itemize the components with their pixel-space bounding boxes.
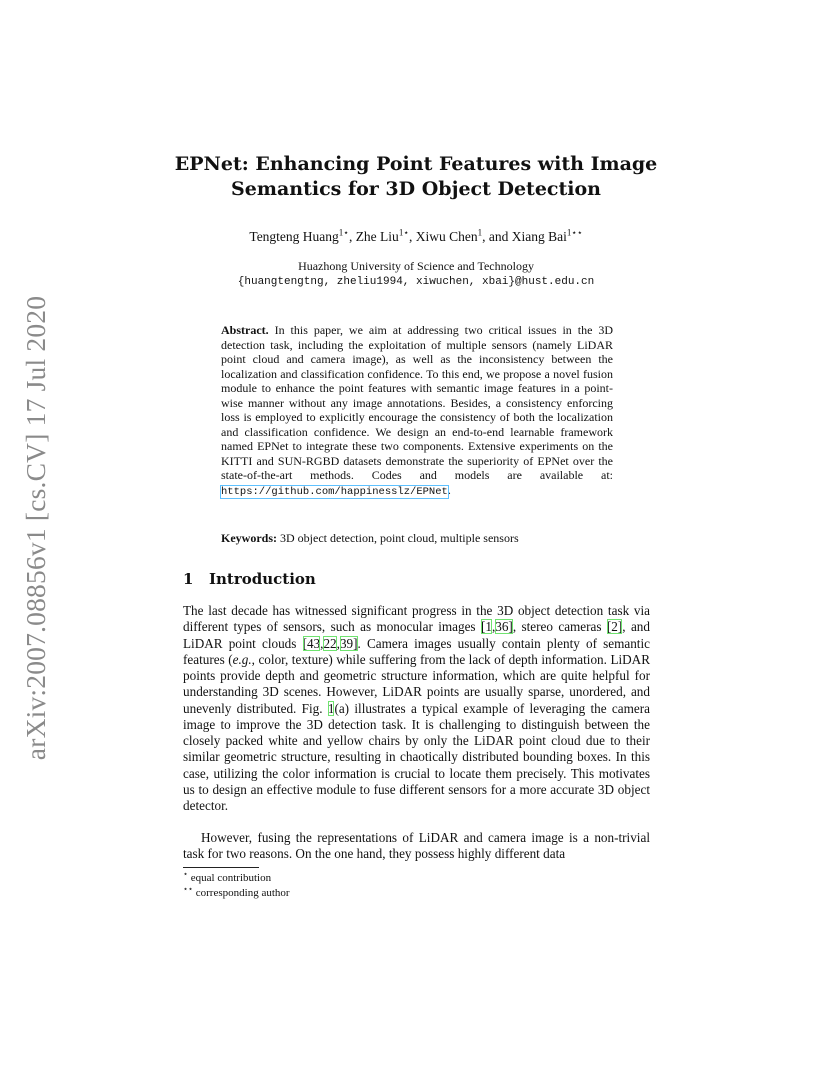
citation-link[interactable]: [43 bbox=[302, 635, 321, 651]
author-name: Xiwu Chen bbox=[415, 229, 478, 244]
footnote bbox=[183, 886, 290, 901]
author-mark: 1 bbox=[477, 227, 483, 238]
author-name: Zhe Liu bbox=[355, 229, 399, 244]
author-list bbox=[150, 229, 682, 245]
abstract-label: Abstract. bbox=[221, 323, 269, 337]
code-repository-link[interactable]: https://github.com/happinesslz/EPNet bbox=[221, 486, 448, 499]
arxiv-identifier-stamp bbox=[12, 295, 60, 760]
title-line-1: EPNet: Enhancing Point Features with Image bbox=[174, 153, 658, 175]
arxiv-identifier-text: arXiv:2007.08856v1 [cs.CV] 17 Jul 2020 bbox=[20, 295, 51, 760]
footnote-divider bbox=[183, 867, 259, 868]
abstract-text: In this paper, we aim at addressing two critical issues in the 3D detection task, including the exploitation of multiple sensors (namely LiDAR point cloud and camera image), as well as the inconsistency between the localization and classification confidence. To this end, we propose a novel fusion module to enhance the point features with semantic image features in a point-wise manner without any image annotations. Besides, a consistency enforcing loss is employed to explicitly encourage the consistency of both the localization and classification confidence. We design an end-to-end learnable framework named EPNet to integrate these two components. Extensive experiments on the KITTI and SUN-RGBD datasets demonstrate the superiority of EPNet over the state-of-the-art methods. Codes and models are available at: bbox=[221, 323, 613, 483]
section-heading bbox=[183, 570, 316, 588]
keywords bbox=[221, 531, 613, 546]
paragraph-text: , color, texture) while suffering from the lack of depth information. LiDAR points provide depth and geometric structure information, which are quite helpful for understanding 3D scenes. However, LiDAR points are usually sparse, unordered, and unevenly distributed. Fig. bbox=[183, 651, 651, 716]
author-mark: 1⋆ bbox=[398, 227, 409, 238]
citation-separator: , bbox=[491, 619, 496, 635]
author-name: Xiang Bai bbox=[511, 229, 567, 244]
affiliation: Huazhong University of Science and Technology bbox=[298, 259, 534, 273]
footnote bbox=[183, 871, 290, 886]
section-number: 1 bbox=[183, 570, 194, 588]
citation-link[interactable]: 39] bbox=[339, 635, 358, 651]
citation-link[interactable]: 22 bbox=[323, 635, 337, 651]
footnote-mark: ⋆⋆ bbox=[183, 884, 194, 894]
author-mark: 1⋆ bbox=[338, 227, 349, 238]
citation-link[interactable]: [2] bbox=[606, 619, 623, 635]
paragraph-text: (a) illustrates a typical example of leveraging the camera image to improve the 3D detection task. It is challenging to distinguish between the closely packed white and yellow chairs by only the LiDAR point cloud due to their similar geometric structure, resulting in chaotically distributed bounding boxes. In this case, utilizing the color information is crucial to locate them precisely. This motivates us to design an effective module to fuse different sensors for a more accurate 3D object detector. bbox=[183, 700, 650, 813]
paragraph-text: . Camera images usually contain plenty of semantic features ( bbox=[183, 635, 650, 667]
section-title: Introduction bbox=[209, 570, 316, 588]
author-mark: 1⋆⋆ bbox=[566, 227, 583, 238]
citation-separator: , bbox=[336, 635, 340, 651]
footnote-mark: ⋆ bbox=[183, 869, 189, 879]
paragraph-text: , stereo cameras bbox=[512, 619, 607, 635]
keywords-text: 3D object detection, point cloud, multiple sensors bbox=[280, 531, 519, 545]
footnotes bbox=[183, 871, 290, 901]
author-separator: , bbox=[348, 229, 356, 244]
author-name: Tengteng Huang bbox=[249, 229, 339, 244]
keywords-label: Keywords: bbox=[221, 531, 277, 545]
citation-separator: , bbox=[320, 635, 324, 651]
author-emails: {huangtengtng, zheliu1994, xiwuchen, xbai}@hust.edu.cn bbox=[237, 276, 595, 288]
figure-reference-link[interactable]: 1 bbox=[327, 700, 335, 716]
author-separator: , and bbox=[482, 229, 512, 244]
paragraph-text: The last decade has witnessed significant progress in the 3D object detection task via different types of sensors, such as monocular images bbox=[183, 603, 650, 635]
abstract bbox=[221, 323, 613, 500]
introduction-paragraph-2: However, fusing the representations of LiDAR and camera image is a non-trivial task for two reasons. On the one hand, they possess highly different data bbox=[183, 830, 650, 862]
author-separator: , bbox=[408, 229, 416, 244]
citation-link[interactable]: 36] bbox=[495, 619, 513, 635]
italic-abbreviation: e.g. bbox=[232, 651, 252, 667]
footnote-text: equal contribution bbox=[190, 872, 272, 884]
citation-link[interactable]: [1 bbox=[480, 619, 492, 635]
title-line-2: Semantics for 3D Object Detection bbox=[231, 178, 601, 200]
abstract-end: . bbox=[447, 483, 451, 498]
footnote-text: corresponding author bbox=[195, 887, 290, 899]
affiliation-block bbox=[150, 258, 682, 290]
introduction-paragraph-1 bbox=[183, 603, 650, 814]
paragraph-text: , and LiDAR point clouds bbox=[183, 619, 650, 651]
paper-title bbox=[150, 152, 682, 202]
